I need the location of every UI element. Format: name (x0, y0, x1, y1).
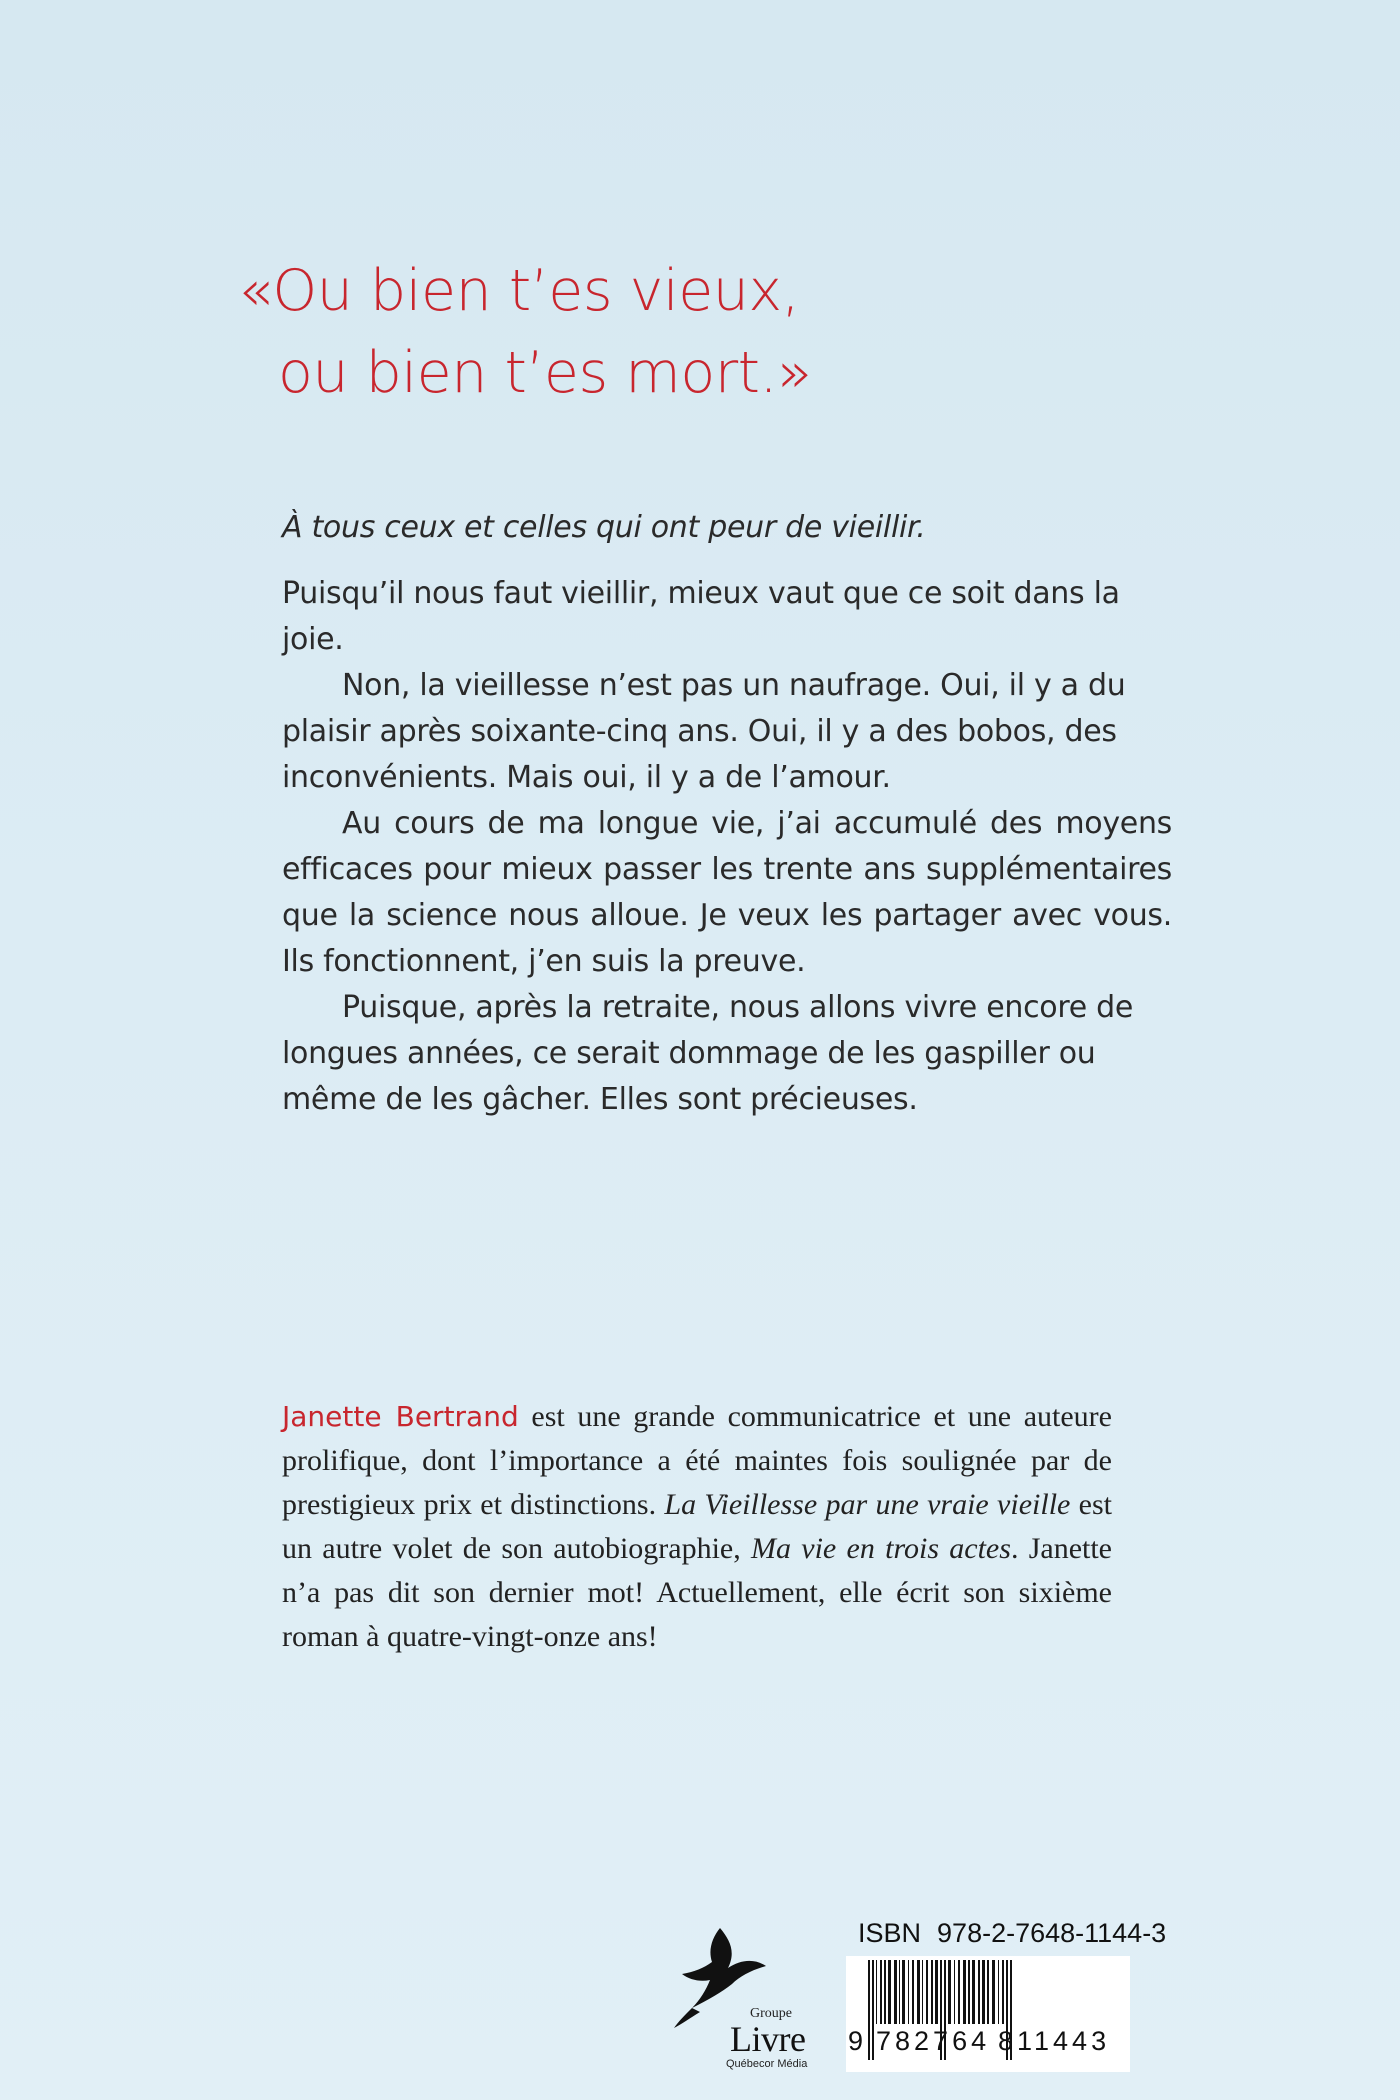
barcode-bar (922, 1960, 923, 2024)
barcode-bar (902, 1960, 905, 2024)
barcode-bar (954, 1960, 955, 2024)
dedication: À tous ceux et celles qui ont peur de vieillir. (282, 510, 926, 545)
barcode-bar (968, 1960, 970, 2024)
blurb (282, 505, 1172, 1123)
autobiography-title: Ma vie en trois actes (751, 1532, 1011, 1565)
barcode-bar (935, 1960, 938, 2024)
blurb-paragraph: Puisqu’il nous faut vieillir, mieux vaut que ce soit dans la joie. (282, 576, 1120, 657)
barcode-bar (888, 1960, 891, 2024)
barcode-bar (894, 1960, 897, 2024)
barcode-bar (868, 1960, 870, 2060)
isbn-prefix: ISBN (858, 1918, 922, 1948)
barcode-bar (908, 1960, 909, 2024)
quote-line-1: «Ou bien t’es vieux, (238, 258, 800, 324)
author-bio (282, 1395, 1112, 1659)
publisher-livre: Livre (730, 2019, 806, 2059)
publisher-logo (670, 1920, 820, 2070)
barcode-bar (912, 1960, 914, 2024)
barcode-bar (926, 1960, 928, 2024)
barcode-bar (972, 1960, 975, 2024)
isbn-label (858, 1918, 1166, 1949)
blurb-paragraph: Non, la vieillesse n’est pas un naufrage. Oui, il y a du plaisir après soixante-cinq ans. Oui, il y a des bobos, des inconvénients. Mais oui, il y a de l’amour. (282, 668, 1126, 795)
barcode-bar (876, 1960, 877, 2024)
bio-text: . Janette n’a pas dit son dernier mot! Actuellement, elle écrit son sixième roman à quatre-vingt-onze ans! (282, 1532, 1113, 1653)
barcode-bar (880, 1960, 882, 2024)
barcode-bar (884, 1960, 886, 2024)
blurb-paragraph: Puisque, après la retraite, nous allons vivre encore de longues années, ce serait dommage de les gaspiller ou même de les gâcher. Elles sont précieuses. (282, 990, 1133, 1117)
barcode-bar (978, 1960, 980, 2024)
barcode-bar (899, 1960, 900, 2024)
isbn-number: 978-2-7648-1144-3 (937, 1918, 1167, 1948)
barcode-bar (872, 1960, 874, 2060)
barcode-digit-group-1: 782764 (876, 2026, 991, 2056)
bio-text: est une grande communicatrice et une auteure prolifique, dont l’importance a été maintes fois soulignée par de prestigieux prix et distinctions. (282, 1400, 1112, 1521)
barcode-bar (948, 1960, 951, 2024)
barcode-bar (963, 1960, 966, 2024)
barcode-bar (998, 1960, 999, 2024)
barcode-bar (917, 1960, 920, 2024)
barcode-digit-group-2: 811443 (998, 2026, 1111, 2056)
publisher-media: Québecor Média (726, 2058, 808, 2070)
bio-text: est un autre volet de son autobiographie, (282, 1488, 1112, 1565)
barcode (846, 1956, 1130, 2072)
barcode-bar (992, 1960, 995, 2024)
barcode-digit-first: 9 (848, 2026, 865, 2056)
barcode-bar (958, 1960, 960, 2024)
barcode-bar (1002, 1960, 1004, 2024)
barcode-bar (987, 1960, 989, 2024)
barcode-bar (931, 1960, 933, 2024)
blurb-paragraph: Au cours de ma longue vie, j’ai accumulé des moyens efficaces pour mieux passer les trente ans supplémentaires que la science nous alloue. Je veux les partager avec vous. Ils fonctionnent, j’en suis la preuve. (282, 806, 1172, 979)
barcode-bar (982, 1960, 985, 2024)
author-name: Janette Bertrand (282, 1400, 519, 1433)
publisher-groupe: Groupe (750, 2006, 792, 2021)
cover-quote (238, 250, 811, 414)
quote-line-2: ou bien t’es mort.» (278, 340, 812, 406)
book-title: La Vieillesse par une vraie vieille (664, 1488, 1071, 1521)
